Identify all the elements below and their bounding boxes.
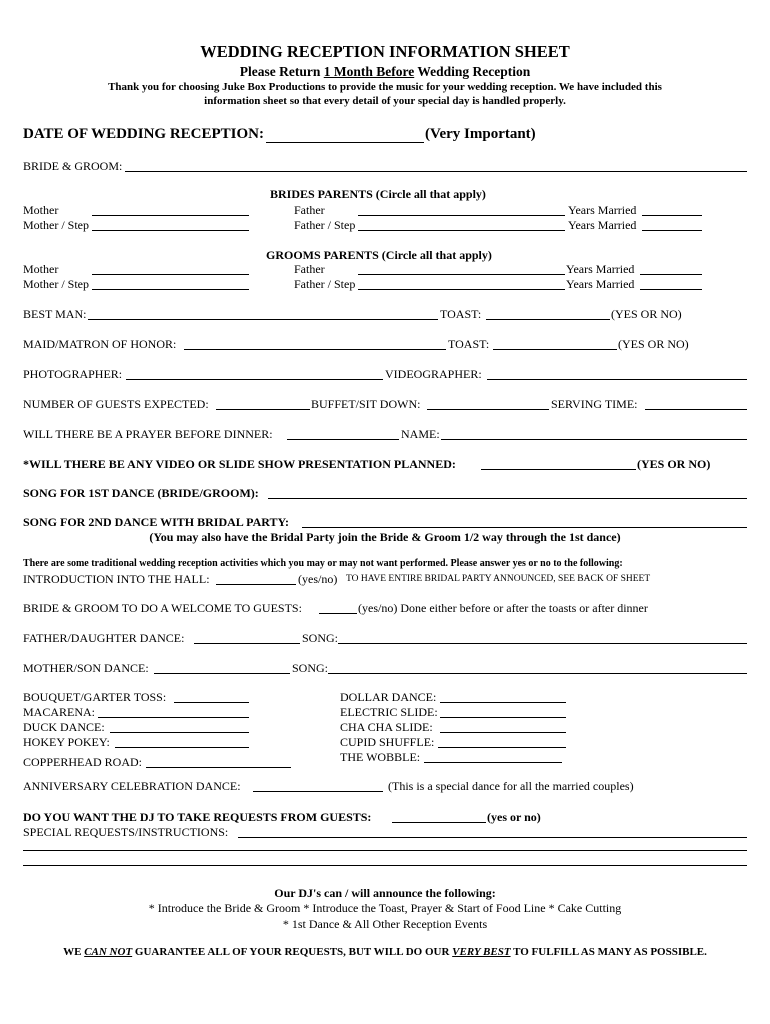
best-man-yes-no: (YES OR NO) [611, 307, 682, 321]
brides-years-field-2[interactable] [642, 219, 702, 231]
dance-right-5-field[interactable] [424, 751, 562, 763]
grooms-mother-step-field[interactable] [92, 278, 249, 290]
footer-part-1: WE [63, 946, 85, 958]
song2-field[interactable] [302, 516, 747, 528]
father-daughter-song-label: SONG: [302, 631, 339, 645]
brides-father-step-field[interactable] [358, 219, 565, 231]
return-notice [0, 65, 770, 79]
videographer-label: VIDEOGRAPHER: [385, 367, 482, 381]
prayer-name-field[interactable] [441, 428, 747, 440]
video-yes-no: (YES OR NO) [637, 457, 711, 471]
special-requests-line-2[interactable] [23, 850, 747, 851]
best-man-field[interactable] [88, 308, 438, 320]
grooms-father-step-field[interactable] [358, 278, 565, 290]
grooms-mother-step-label: Mother / Step [23, 277, 89, 291]
dance-left-3: DUCK DANCE: [23, 720, 105, 734]
page-title: WEDDING RECEPTION INFORMATION SHEET [200, 42, 570, 61]
dance-right-3-field[interactable] [440, 721, 566, 733]
grooms-years-field-2[interactable] [640, 278, 702, 290]
welcome-label: BRIDE & GROOM TO DO A WELCOME TO GUESTS: [23, 601, 302, 615]
introduction-field[interactable] [216, 573, 296, 585]
return-deadline: 1 Month Before [323, 64, 415, 79]
maid-label: MAID/MATRON OF HONOR: [23, 337, 177, 351]
photographer-label: PHOTOGRAPHER: [23, 367, 123, 381]
maid-field[interactable] [184, 338, 446, 350]
requests-field[interactable] [392, 811, 486, 823]
brides-mother-field[interactable] [92, 204, 249, 216]
brides-years-married-1: Years Married [568, 203, 637, 217]
announce-line-1: * Introduce the Bride & Groom * Introduce the Toast, Prayer & Start of Food Line * Cake Cutting [148, 901, 622, 915]
video-label: *WILL THERE BE ANY VIDEO OR SLIDE SHOW PRESENTATION PLANNED: [23, 457, 456, 471]
guests-label: NUMBER OF GUESTS EXPECTED: [23, 397, 209, 411]
bride-groom-field[interactable] [125, 160, 747, 172]
date-label: DATE OF WEDDING RECEPTION: [23, 126, 264, 142]
special-requests-line-3[interactable] [23, 865, 747, 866]
mother-son-song-field[interactable] [328, 662, 747, 674]
song2-label: SONG FOR 2ND DANCE WITH BRIDAL PARTY: [23, 515, 290, 529]
father-daughter-label: FATHER/DAUGHTER DANCE: [23, 631, 185, 645]
introduction-yes-no: (yes/no) [298, 572, 338, 586]
serving-field[interactable] [645, 398, 747, 410]
prayer-name-label: NAME: [401, 427, 440, 441]
return-suffix: Wedding Reception [414, 64, 531, 79]
grooms-mother-field[interactable] [92, 263, 249, 275]
brides-parents-heading: BRIDES PARENTS (Circle all that apply) [270, 187, 486, 201]
introduction-note: TO HAVE ENTIRE BRIDAL PARTY ANNOUNCED, SEE BACK OF SHEET [346, 574, 651, 584]
best-man-label: BEST MAN: [23, 307, 87, 321]
brides-father-step-label: Father / Step [294, 218, 356, 232]
grooms-father-field[interactable] [358, 263, 565, 275]
thanks-line-1: Thank you for choosing Juke Box Productions to provide the music for your wedding reception. We have included this [108, 81, 662, 93]
footer-disclaimer [0, 947, 770, 958]
videographer-field[interactable] [487, 368, 747, 380]
photographer-field[interactable] [126, 368, 383, 380]
bride-groom-label: BRIDE & GROOM: [23, 159, 123, 173]
dance-right-4-field[interactable] [438, 736, 566, 748]
mother-son-song-label: SONG: [292, 661, 329, 675]
grooms-mother-label: Mother [23, 262, 59, 276]
dance-left-5: COPPERHEAD ROAD: [23, 755, 143, 769]
introduction-label: INTRODUCTION INTO THE HALL: [23, 572, 210, 586]
brides-father-field[interactable] [358, 204, 565, 216]
brides-mother-step-label: Mother / Step [23, 218, 89, 232]
dance-left-4-field[interactable] [115, 736, 249, 748]
date-field[interactable] [266, 130, 424, 143]
grooms-years-married-1: Years Married [566, 262, 635, 276]
maid-yes-no: (YES OR NO) [618, 337, 689, 351]
song1-label: SONG FOR 1ST DANCE (BRIDE/GROOM): [23, 486, 259, 500]
footer-part-3: TO FULFILL AS MANY AS POSSIBLE. [510, 946, 707, 958]
mother-son-label: MOTHER/SON DANCE: [23, 661, 149, 675]
grooms-father-label: Father [294, 262, 325, 276]
grooms-father-step-label: Father / Step [294, 277, 356, 291]
father-daughter-song-field[interactable] [338, 632, 747, 644]
dance-right-2-field[interactable] [440, 706, 566, 718]
grooms-years-field-1[interactable] [640, 263, 702, 275]
buffet-field[interactable] [427, 398, 549, 410]
prayer-label: WILL THERE BE A PRAYER BEFORE DINNER: [23, 427, 273, 441]
guests-field[interactable] [216, 398, 310, 410]
mother-son-field[interactable] [154, 662, 290, 674]
anniversary-label: ANNIVERSARY CELEBRATION DANCE: [23, 779, 241, 793]
dance-right-1: DOLLAR DANCE: [340, 690, 437, 704]
brides-years-married-2: Years Married [568, 218, 637, 232]
footer-part-2: GUARANTEE ALL OF YOUR REQUESTS, BUT WILL DO OUR [132, 946, 453, 958]
dance-right-3: CHA CHA SLIDE: [340, 720, 433, 734]
prayer-field[interactable] [287, 428, 399, 440]
welcome-field[interactable] [319, 602, 357, 614]
best-man-toast-label: TOAST: [440, 307, 482, 321]
requests-label: DO YOU WANT THE DJ TO TAKE REQUESTS FROM GUESTS: [23, 810, 372, 824]
grooms-years-married-2: Years Married [566, 277, 635, 291]
anniversary-field[interactable] [253, 780, 383, 792]
date-note: (Very Important) [425, 126, 536, 142]
dance-right-5: THE WOBBLE: [340, 750, 421, 764]
song2-note: (You may also have the Bridal Party join the Bride & Groom 1/2 way through the 1st dance) [149, 530, 621, 544]
dance-right-4: CUPID SHUFFLE: [340, 735, 435, 749]
traditional-intro: There are some traditional wedding reception activities which you may or may not want performed. Please answer yes or no to the following: [23, 558, 623, 569]
anniversary-note: (This is a special dance for all the married couples) [388, 779, 634, 793]
song1-field[interactable] [268, 487, 747, 499]
dance-left-5-field[interactable] [146, 756, 291, 768]
maid-toast-label: TOAST: [448, 337, 490, 351]
video-field[interactable] [481, 458, 636, 470]
dance-left-2: MACARENA: [23, 705, 96, 719]
announce-line-2: * 1st Dance & All Other Reception Events [282, 917, 488, 931]
welcome-note: (yes/no) Done either before or after the toasts or after dinner [358, 601, 648, 615]
footer-can-not: CAN NOT [84, 946, 133, 958]
best-man-toast-field[interactable] [486, 308, 610, 320]
special-requests-field[interactable] [238, 826, 747, 838]
dance-left-1-field[interactable] [174, 691, 249, 703]
dance-right-1-field[interactable] [440, 691, 566, 703]
brides-years-field-1[interactable] [642, 204, 702, 216]
dance-left-1: BOUQUET/GARTER TOSS: [23, 690, 167, 704]
dance-left-2-field[interactable] [98, 706, 249, 718]
serving-label: SERVING TIME: [551, 397, 638, 411]
dance-left-3-field[interactable] [110, 721, 249, 733]
special-requests-label: SPECIAL REQUESTS/INSTRUCTIONS: [23, 825, 229, 839]
maid-toast-field[interactable] [493, 338, 617, 350]
requests-yes-no: (yes or no) [487, 810, 541, 824]
brides-mother-step-field[interactable] [92, 219, 249, 231]
father-daughter-field[interactable] [194, 632, 300, 644]
dance-left-4: HOKEY POKEY: [23, 735, 110, 749]
brides-father-label: Father [294, 203, 325, 217]
footer-very-best: VERY BEST [452, 946, 511, 958]
announce-heading: Our DJ's can / will announce the following: [274, 886, 496, 900]
thanks-line-2: information sheet so that every detail of your special day is handled properly. [204, 95, 566, 107]
dance-right-2: ELECTRIC SLIDE: [340, 705, 438, 719]
buffet-label: BUFFET/SIT DOWN: [311, 397, 421, 411]
grooms-parents-heading: GROOMS PARENTS (Circle all that apply) [266, 248, 492, 262]
return-prefix: Please Return [239, 64, 324, 79]
brides-mother-label: Mother [23, 203, 59, 217]
